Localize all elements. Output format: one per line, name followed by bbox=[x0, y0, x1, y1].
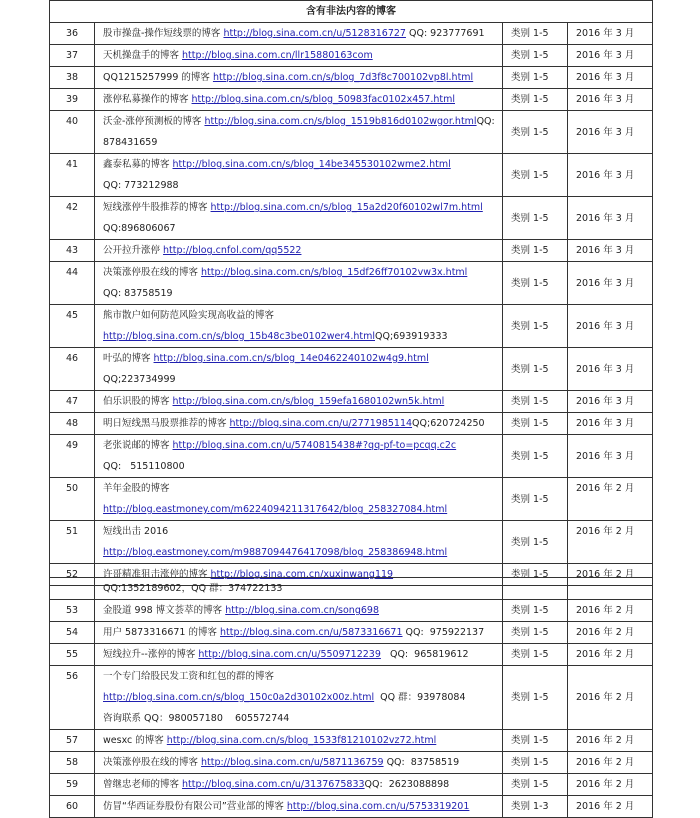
entry-text: 鑫泰私募的博客 bbox=[103, 159, 173, 170]
table-row bbox=[50, 622, 653, 644]
entry-line bbox=[103, 774, 502, 795]
date: 2016 年 3 月 bbox=[568, 23, 653, 45]
entry-line bbox=[103, 730, 502, 751]
category: 类别 1-5 bbox=[503, 564, 568, 586]
entry-text: 股市操盘-操作短线票的博客 bbox=[103, 28, 224, 39]
entry-text: 曾继忠老师的博客 bbox=[103, 779, 183, 790]
blog-url-link[interactable]: http://blog.sina.com.cn/s/blog_15a2d20f60102wl7m.html bbox=[210, 202, 483, 213]
blog-entry bbox=[95, 600, 503, 622]
entry-text: 明日短线黑马股票推荐的博客 bbox=[103, 418, 230, 429]
blog-url-link[interactable]: http://blog.sina.com.cn/u/5509712239 bbox=[198, 649, 381, 660]
category: 类别 1-5 bbox=[503, 391, 568, 413]
date: 2016 年 3 月 bbox=[568, 305, 653, 348]
category: 类别 1-5 bbox=[503, 521, 568, 564]
entry-line bbox=[103, 796, 502, 817]
date: 2016 年 3 月 bbox=[568, 435, 653, 478]
date: 2016 年 3 月 bbox=[568, 240, 653, 262]
entry-text: 一个专门给股民发工资和红包的群的博客 bbox=[103, 671, 275, 682]
category: 类别 1-5 bbox=[503, 89, 568, 111]
category: 类别 1-3 bbox=[503, 796, 568, 818]
date: 2016 年 3 月 bbox=[568, 262, 653, 305]
table-row bbox=[50, 240, 653, 262]
blog-entry bbox=[95, 730, 503, 752]
entry-text: 羊年金股的博客 bbox=[103, 483, 170, 494]
blog-url-link[interactable]: http://blog.sina.com.cn/u/5871136759 bbox=[201, 757, 384, 768]
blog-entry bbox=[95, 622, 503, 644]
table-row bbox=[50, 197, 653, 240]
row-number: 50 bbox=[50, 478, 95, 521]
category: 类别 1-5 bbox=[503, 197, 568, 240]
date: 2016 年 2 月 bbox=[568, 644, 653, 666]
entry-text: 短线拉升--涨停的博客 bbox=[103, 649, 199, 660]
row-number: 36 bbox=[50, 23, 95, 45]
table-row bbox=[50, 521, 653, 564]
table-row bbox=[50, 45, 653, 67]
date: 2016 年 2 月 bbox=[568, 796, 653, 818]
entry-text: QQ;223734999 bbox=[103, 374, 176, 385]
category: 类别 1-5 bbox=[503, 774, 568, 796]
date: 2016 年 2 月 bbox=[568, 478, 653, 521]
entry-text: 短线涨停牛股推荐的博客 bbox=[103, 202, 211, 213]
entry-line bbox=[103, 600, 502, 621]
entry-text: 金股道 998 博文荟萃的博客 bbox=[103, 605, 226, 616]
entry-line bbox=[103, 666, 502, 687]
blog-url-link[interactable]: http://blog.sina.com.cn/u/5128316727 bbox=[223, 28, 406, 39]
date: 2016 年 2 月 bbox=[568, 666, 653, 730]
blog-url-link[interactable]: http://blog.sina.com.cn/s/blog_1519b816d0102wgor.html bbox=[204, 116, 477, 127]
row-number: 51 bbox=[50, 521, 95, 564]
blog-entry bbox=[95, 752, 503, 774]
row-number: 59 bbox=[50, 774, 95, 796]
category: 类别 1-5 bbox=[503, 111, 568, 154]
blog-entry bbox=[95, 578, 503, 600]
table-row bbox=[50, 262, 653, 305]
blog-url-link[interactable]: http://blog.sina.com.cn/s/blog_14be345530102wme2.html bbox=[172, 159, 451, 170]
table-row bbox=[50, 413, 653, 435]
entry-text: QQ: 773212988 bbox=[103, 180, 179, 191]
blog-url-link[interactable]: http://blog.sina.com.cn/u/5873316671 bbox=[220, 627, 403, 638]
date: 2016 年 2 月 bbox=[568, 564, 653, 586]
table-row bbox=[50, 796, 653, 818]
row-number: 54 bbox=[50, 622, 95, 644]
blog-entry bbox=[95, 391, 503, 413]
entry-text: 仿冒“华西证券股份有限公司”营业部的博客 bbox=[103, 801, 287, 812]
row-number: 52 bbox=[50, 564, 95, 586]
entry-line bbox=[103, 154, 502, 175]
blog-entry bbox=[95, 796, 503, 818]
date: 2016 年 2 月 bbox=[568, 752, 653, 774]
entry-text: 叶弘的博客 bbox=[103, 353, 154, 364]
row-number: 40 bbox=[50, 111, 95, 154]
entry-line bbox=[103, 240, 502, 261]
date: 2016 年 2 月 bbox=[568, 521, 653, 564]
entry-text: 用户 5873316671 的博客 bbox=[103, 627, 221, 638]
row-number: 41 bbox=[50, 154, 95, 197]
category: 类别 1-5 bbox=[503, 154, 568, 197]
blog-url-link[interactable]: http://blog.sina.com.cn/s/blog_1533f81210102vz72.html bbox=[166, 735, 437, 746]
category: 类别 1-5 bbox=[503, 348, 568, 391]
row-number: 55 bbox=[50, 644, 95, 666]
table-row bbox=[50, 578, 653, 600]
blog-url-link[interactable]: http://blog.sina.com.cn/xuxinwang119 bbox=[210, 569, 394, 580]
category: 类别 1-5 bbox=[503, 600, 568, 622]
row-number: 60 bbox=[50, 796, 95, 818]
entry-text: QQ;620724250 bbox=[412, 418, 485, 429]
table-row bbox=[50, 111, 653, 154]
entry-line bbox=[103, 67, 502, 88]
date: 2016 年 3 月 bbox=[568, 413, 653, 435]
date: 2016 年 2 月 bbox=[568, 600, 653, 622]
illegal-blogs-table-part-1 bbox=[49, 0, 653, 586]
entry-text: 老张说邮的博客 bbox=[103, 440, 173, 451]
category: 类别 1-5 bbox=[503, 23, 568, 45]
entry-text: 决策涨停股在线的博客 bbox=[103, 757, 202, 768]
blog-entry bbox=[95, 89, 503, 111]
entry-text: 沃金-涨停预测板的博客 bbox=[103, 116, 205, 127]
table-row bbox=[50, 67, 653, 89]
blog-entry bbox=[95, 197, 503, 240]
row-number: 43 bbox=[50, 240, 95, 262]
category: 类别 1-5 bbox=[503, 262, 568, 305]
entry-text: 涨停私募操作的博客 bbox=[103, 94, 192, 105]
category: 类别 1-5 bbox=[503, 240, 568, 262]
entry-text: 878431659 bbox=[103, 137, 158, 148]
table-row bbox=[50, 774, 653, 796]
category: 类别 1-5 bbox=[503, 435, 568, 478]
category: 类别 1-5 bbox=[503, 666, 568, 730]
blog-url-link[interactable]: http://blog.cnfol.com/qq5522 bbox=[163, 245, 302, 256]
entry-line bbox=[103, 283, 502, 304]
entry-line bbox=[103, 197, 502, 218]
date: 2016 年 2 月 bbox=[568, 774, 653, 796]
blog-url-link[interactable]: http://blog.sina.com.cn/s/blog_7d3f8c700102vp8l.html bbox=[212, 72, 474, 83]
table-title-row bbox=[50, 1, 653, 23]
blog-url-link[interactable]: http://blog.eastmoney.com/m6224094211317642/blog_258327084.html bbox=[103, 504, 448, 515]
blog-entry bbox=[95, 154, 503, 197]
date bbox=[568, 578, 653, 600]
blog-entry bbox=[95, 478, 503, 521]
table-row bbox=[50, 478, 653, 521]
row-number: 48 bbox=[50, 413, 95, 435]
entry-text: QQ: 83758519 bbox=[383, 757, 460, 768]
blog-url-link[interactable]: http://blog.sina.com.cn/s/blog_150c0a2d30102x00z.html bbox=[103, 692, 375, 703]
category bbox=[503, 578, 568, 600]
entry-line bbox=[103, 521, 502, 542]
entry-text: 公开拉升涨停 bbox=[103, 245, 164, 256]
entry-line bbox=[103, 622, 502, 643]
category: 类别 1-5 bbox=[503, 644, 568, 666]
entry-line bbox=[103, 687, 502, 708]
entry-text: QQ: bbox=[476, 116, 495, 127]
entry-line bbox=[103, 578, 502, 599]
blog-url-link[interactable]: http://blog.sina.com.cn/s/blog_15df26ff70102vw3x.html bbox=[201, 267, 468, 278]
blog-url-link[interactable]: http://blog.eastmoney.com/m9887094476417098/blog_258386948.html bbox=[103, 547, 448, 558]
blog-entry bbox=[95, 111, 503, 154]
entry-text: wesxc 的博客 bbox=[103, 735, 167, 746]
date: 2016 年 3 月 bbox=[568, 154, 653, 197]
entry-line bbox=[103, 326, 502, 347]
row-number: 46 bbox=[50, 348, 95, 391]
entry-line bbox=[103, 435, 502, 456]
blog-entry bbox=[95, 240, 503, 262]
date: 2016 年 3 月 bbox=[568, 111, 653, 154]
entry-text: 伯乐识股的博客 bbox=[103, 396, 173, 407]
table-row bbox=[50, 435, 653, 478]
category: 类别 1-5 bbox=[503, 45, 568, 67]
entry-line bbox=[103, 499, 502, 520]
entry-text: QQ: 515110800 bbox=[103, 461, 185, 472]
row-number: 49 bbox=[50, 435, 95, 478]
entry-line bbox=[103, 262, 502, 283]
table-row bbox=[50, 154, 653, 197]
blog-url-link[interactable]: http://blog.sina.com.cn/s/blog_159efa1680102wn5k.html bbox=[172, 396, 445, 407]
date: 2016 年 3 月 bbox=[568, 45, 653, 67]
blog-entry bbox=[95, 67, 503, 89]
entry-text: QQ: 83758519 bbox=[103, 288, 173, 299]
table-row bbox=[50, 752, 653, 774]
blog-url-link[interactable]: http://blog.sina.com.cn/s/blog_15b48c3be0102wer4.html bbox=[103, 331, 376, 342]
blog-url-link[interactable]: http://blog.sina.com.cn/s/blog_50983fac0102x457.html bbox=[191, 94, 455, 105]
entry-line bbox=[103, 89, 502, 110]
category: 类别 1-5 bbox=[503, 730, 568, 752]
blog-entry bbox=[95, 45, 503, 67]
entry-text: 天机操盘手的博客 bbox=[103, 50, 183, 61]
table-title: 含有非法内容的博客 bbox=[50, 1, 653, 23]
entry-text: QQ: 2623088898 bbox=[364, 779, 450, 790]
entry-line bbox=[103, 391, 502, 412]
date: 2016 年 3 月 bbox=[568, 348, 653, 391]
blog-url-link[interactable]: http://blog.sina.com.cn/song698 bbox=[225, 605, 379, 616]
blog-entry bbox=[95, 305, 503, 348]
category: 类别 1-5 bbox=[503, 305, 568, 348]
entry-text: 许哥精准狙击涨停的博客 bbox=[103, 569, 211, 580]
entry-line bbox=[103, 413, 502, 434]
entry-line bbox=[103, 132, 502, 153]
entry-line bbox=[103, 456, 502, 477]
entry-line bbox=[103, 111, 502, 132]
table-row bbox=[50, 348, 653, 391]
entry-text: QQ: 965819612 bbox=[380, 649, 469, 660]
entry-text: QQ;693919333 bbox=[375, 331, 448, 342]
category: 类别 1-5 bbox=[503, 752, 568, 774]
entry-line bbox=[103, 348, 502, 369]
row-number: 58 bbox=[50, 752, 95, 774]
entry-line bbox=[103, 542, 502, 563]
entry-text: 熊市散户如何防范风险实现高收益的博客 bbox=[103, 310, 275, 321]
row-number: 57 bbox=[50, 730, 95, 752]
entry-text: QQ 群：93978084 bbox=[374, 692, 466, 703]
entry-line bbox=[103, 752, 502, 773]
blog-entry bbox=[95, 644, 503, 666]
date: 2016 年 3 月 bbox=[568, 67, 653, 89]
date: 2016 年 3 月 bbox=[568, 391, 653, 413]
entry-line bbox=[103, 23, 502, 44]
row-number: 38 bbox=[50, 67, 95, 89]
category: 类别 1-5 bbox=[503, 413, 568, 435]
row-number: 39 bbox=[50, 89, 95, 111]
entry-line bbox=[103, 45, 502, 66]
blog-entry bbox=[95, 413, 503, 435]
entry-text: QQ: 923777691 bbox=[405, 28, 485, 39]
table-row bbox=[50, 644, 653, 666]
blog-entry bbox=[95, 262, 503, 305]
entry-line bbox=[103, 369, 502, 390]
category: 类别 1-5 bbox=[503, 622, 568, 644]
row-number: 44 bbox=[50, 262, 95, 305]
entry-line bbox=[103, 305, 502, 326]
blog-url-link[interactable]: http://blog.sina.com.cn/u/2771985114 bbox=[229, 418, 413, 429]
table-row bbox=[50, 666, 653, 730]
date: 2016 年 3 月 bbox=[568, 197, 653, 240]
blog-entry bbox=[95, 23, 503, 45]
blog-url-link[interactable]: http://blog.sina.com.cn/u/3137675833 bbox=[182, 779, 365, 790]
entry-line bbox=[103, 218, 502, 239]
entry-text: 短线出击 2016 bbox=[103, 526, 169, 537]
blog-url-link[interactable]: http://blog.sina.com.cn/u/5740815438#?qq-pf-to=pcqq.c2c bbox=[172, 440, 457, 451]
blog-url-link[interactable]: http://blog.sina.com.cn/s/blog_14e0462240102w4g9.html bbox=[153, 353, 429, 364]
illegal-blogs-table-part-2 bbox=[49, 577, 653, 818]
entry-text: 决策涨停股在线的博客 bbox=[103, 267, 202, 278]
table-row bbox=[50, 23, 653, 45]
date: 2016 年 2 月 bbox=[568, 730, 653, 752]
entry-text: QQ:1352189602，QQ 群：374722133 bbox=[103, 583, 283, 594]
entry-text: QQ:896806067 bbox=[103, 223, 176, 234]
entry-line bbox=[103, 708, 502, 729]
row-number: 53 bbox=[50, 600, 95, 622]
table-row bbox=[50, 305, 653, 348]
entry-text: QQ1215257999 的博客 bbox=[103, 72, 213, 83]
entry-line bbox=[103, 175, 502, 196]
blog-url-link[interactable]: http://blog.sina.com.cn/u/5753319201 bbox=[286, 801, 470, 812]
entry-text: QQ: 975922137 bbox=[402, 627, 485, 638]
table-row bbox=[50, 730, 653, 752]
date: 2016 年 3 月 bbox=[568, 89, 653, 111]
blog-url-link[interactable]: http://blog.sina.com.cn/llr15880163com bbox=[182, 50, 373, 61]
category: 类别 1-5 bbox=[503, 478, 568, 521]
row-number: 56 bbox=[50, 666, 95, 730]
blog-entry bbox=[95, 435, 503, 478]
entry-line bbox=[103, 644, 502, 665]
row-number: 47 bbox=[50, 391, 95, 413]
entry-text: 咨询联系 QQ：980057180 605572744 bbox=[103, 713, 290, 724]
table-row bbox=[50, 600, 653, 622]
table-row bbox=[50, 391, 653, 413]
row-number bbox=[50, 578, 95, 600]
entry-line bbox=[103, 478, 502, 499]
row-number: 37 bbox=[50, 45, 95, 67]
row-number: 45 bbox=[50, 305, 95, 348]
table-row bbox=[50, 89, 653, 111]
blog-entry bbox=[95, 666, 503, 730]
blog-entry bbox=[95, 521, 503, 564]
row-number: 42 bbox=[50, 197, 95, 240]
date: 2016 年 2 月 bbox=[568, 622, 653, 644]
category: 类别 1-5 bbox=[503, 67, 568, 89]
blog-entry bbox=[95, 774, 503, 796]
blog-entry bbox=[95, 348, 503, 391]
